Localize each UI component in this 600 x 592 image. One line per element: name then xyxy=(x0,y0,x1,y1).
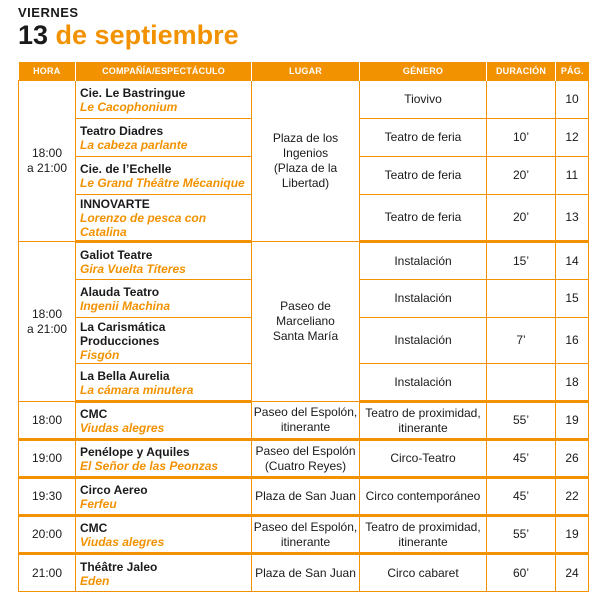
table-row xyxy=(19,554,589,592)
column-header-compania: COMPAÑÍA/ESPECTÁCULO xyxy=(76,62,252,81)
lugar-line: itinerante xyxy=(280,420,331,434)
show-title: La cabeza parlante xyxy=(80,138,188,152)
lugar-line: itinerante xyxy=(280,534,331,549)
duracion-cell xyxy=(487,81,556,119)
genero-cell: Instalación xyxy=(360,280,487,318)
hora-line: 18:00 xyxy=(31,306,63,321)
duracion-cell: 15’ xyxy=(487,242,556,280)
table-body xyxy=(19,81,589,592)
hora-cell: 18:00 xyxy=(19,402,76,440)
table-row xyxy=(19,478,589,516)
duracion-cell xyxy=(487,364,556,402)
show-title: El Señor de las Peonzas xyxy=(80,459,219,473)
genero-cell: Circo-Teatro xyxy=(360,440,487,478)
duracion-cell: 7’ xyxy=(487,318,556,364)
duracion-cell: 20’ xyxy=(487,157,556,195)
table-row xyxy=(19,440,589,478)
show-cell xyxy=(76,440,252,478)
lugar-line: (Plaza de la xyxy=(273,161,338,175)
pag-cell: 24 xyxy=(556,554,589,592)
table-row xyxy=(19,402,589,440)
company-name: Cie. de l’Echelle xyxy=(80,162,172,176)
schedule-table xyxy=(18,62,589,592)
show-cell xyxy=(76,195,252,242)
date-line xyxy=(18,20,239,55)
lugar-cell: Plaza de San Juan xyxy=(252,478,360,516)
duracion-cell: 60’ xyxy=(487,554,556,592)
company-name: Circo Aereo xyxy=(80,483,148,497)
show-cell xyxy=(76,318,252,364)
genero-cell: Circo cabaret xyxy=(360,554,487,592)
pag-cell: 15 xyxy=(556,280,589,318)
company-name: Cie. Le Bastringue xyxy=(80,86,186,100)
hora-line: 18:00 xyxy=(31,146,63,160)
pag-cell: 19 xyxy=(556,516,589,554)
company-name: CMC xyxy=(80,521,108,535)
show-cell xyxy=(76,364,252,402)
company-name: INNOVARTE xyxy=(80,197,150,211)
column-header-lugar: LUGAR xyxy=(252,62,360,81)
company-name: Théâtre Jaleo xyxy=(80,559,158,574)
show-cell xyxy=(76,119,252,157)
hora-cell: 20:00 xyxy=(19,516,76,554)
genero-cell: Instalación xyxy=(360,242,487,280)
pag-cell: 22 xyxy=(556,478,589,516)
genero-line: Teatro de proximidad, xyxy=(365,405,481,420)
show-title: Fisgón xyxy=(80,348,120,362)
lugar-line: Paseo del Espolón xyxy=(255,443,356,458)
genero-line: itinerante xyxy=(398,534,448,549)
company-name: Galiot Teatre xyxy=(80,247,153,262)
hora-cell xyxy=(19,81,76,242)
show-cell xyxy=(76,157,252,195)
lugar-cell xyxy=(252,242,360,402)
duracion-cell: 55’ xyxy=(487,516,556,554)
date-header xyxy=(18,6,239,55)
company-name: Teatro Diadres xyxy=(80,124,164,138)
lugar-cell xyxy=(252,402,360,440)
show-cell xyxy=(76,280,252,318)
lugar-line: Paseo de xyxy=(280,299,331,313)
company-name: CMC xyxy=(80,407,108,421)
lugar-cell xyxy=(252,440,360,478)
show-title: Ferfeu xyxy=(80,497,117,511)
table-header-row xyxy=(19,62,589,81)
hora-cell: 21:00 xyxy=(19,554,76,592)
duracion-cell: 10’ xyxy=(487,119,556,157)
genero-cell: Teatro de feria xyxy=(360,119,487,157)
hora-line: a 21:00 xyxy=(26,161,68,175)
show-title: Gira Vuelta Títeres xyxy=(80,261,186,276)
lugar-line: Marceliano xyxy=(276,314,335,328)
genero-cell: Tiovivo xyxy=(360,81,487,119)
lugar-line: (Cuatro Reyes) xyxy=(264,458,347,473)
show-cell xyxy=(76,516,252,554)
show-title: Le Grand Théâtre Mécanique xyxy=(80,176,245,190)
company-name: Penélope y Aquiles xyxy=(80,445,190,459)
lugar-line: Paseo del Espolón, xyxy=(253,519,358,534)
column-header-pag: PÁG. xyxy=(556,62,589,81)
table-row xyxy=(19,516,589,554)
show-cell xyxy=(76,478,252,516)
lugar-cell: Plaza de San Juan xyxy=(252,554,360,592)
pag-cell: 19 xyxy=(556,402,589,440)
weekday-label: VIERNES xyxy=(18,5,79,20)
show-title: Viudas alegres xyxy=(80,535,165,549)
show-title: Ingenii Machina xyxy=(80,299,171,313)
hora-cell: 19:30 xyxy=(19,478,76,516)
lugar-line: Libertad) xyxy=(281,176,330,190)
genero-cell: Teatro de feria xyxy=(360,195,487,242)
duracion-cell: 20’ xyxy=(487,195,556,242)
show-title: Eden xyxy=(80,573,110,588)
pag-cell: 14 xyxy=(556,242,589,280)
table-row xyxy=(19,81,589,119)
show-title: Le Cacophonium xyxy=(80,100,178,114)
duracion-cell: 55’ xyxy=(487,402,556,440)
pag-cell: 18 xyxy=(556,364,589,402)
genero-cell: Circo contemporáneo xyxy=(360,478,487,516)
company-name: Alauda Teatro xyxy=(80,285,160,299)
lugar-cell xyxy=(252,81,360,242)
duracion-cell xyxy=(487,280,556,318)
duracion-cell: 45’ xyxy=(487,440,556,478)
hora-cell xyxy=(19,242,76,402)
genero-cell: Instalación xyxy=(360,364,487,402)
show-cell xyxy=(76,554,252,592)
pag-cell: 13 xyxy=(556,195,589,242)
show-cell xyxy=(76,402,252,440)
lugar-cell xyxy=(252,516,360,554)
genero-cell: Instalación xyxy=(360,318,487,364)
day-number: 13 xyxy=(18,20,49,50)
column-header-hora: HORA xyxy=(19,62,76,81)
pag-cell: 16 xyxy=(556,318,589,364)
column-header-duracion: DURACIÓN xyxy=(487,62,556,81)
show-cell xyxy=(76,81,252,119)
company-name: La Bella Aurelia xyxy=(80,368,170,383)
lugar-line: Paseo del Espolón, xyxy=(253,405,358,419)
pag-cell: 11 xyxy=(556,157,589,195)
genero-cell xyxy=(360,402,487,440)
show-title: La cámara minutera xyxy=(80,382,194,397)
lugar-line: Ingenios xyxy=(282,146,329,160)
hora-cell: 19:00 xyxy=(19,440,76,478)
show-cell xyxy=(76,242,252,280)
lugar-line: Santa María xyxy=(272,329,339,343)
pag-cell: 26 xyxy=(556,440,589,478)
lugar-line: Plaza de los xyxy=(272,131,339,145)
duracion-cell: 45’ xyxy=(487,478,556,516)
company-name: La Carismática Producciones xyxy=(80,320,166,348)
genero-line: Teatro de proximidad, xyxy=(365,519,481,534)
show-title: Lorenzo de pesca con Catalina xyxy=(80,211,207,239)
genero-line: itinerante xyxy=(398,420,448,435)
pag-cell: 12 xyxy=(556,119,589,157)
genero-cell: Teatro de feria xyxy=(360,157,487,195)
column-header-genero: GÉNERO xyxy=(360,62,487,81)
genero-cell xyxy=(360,516,487,554)
pag-cell: 10 xyxy=(556,81,589,119)
hora-line: a 21:00 xyxy=(26,321,68,336)
table-row xyxy=(19,242,589,280)
month-label: de septiembre xyxy=(48,20,239,50)
show-title: Viudas alegres xyxy=(80,421,165,435)
